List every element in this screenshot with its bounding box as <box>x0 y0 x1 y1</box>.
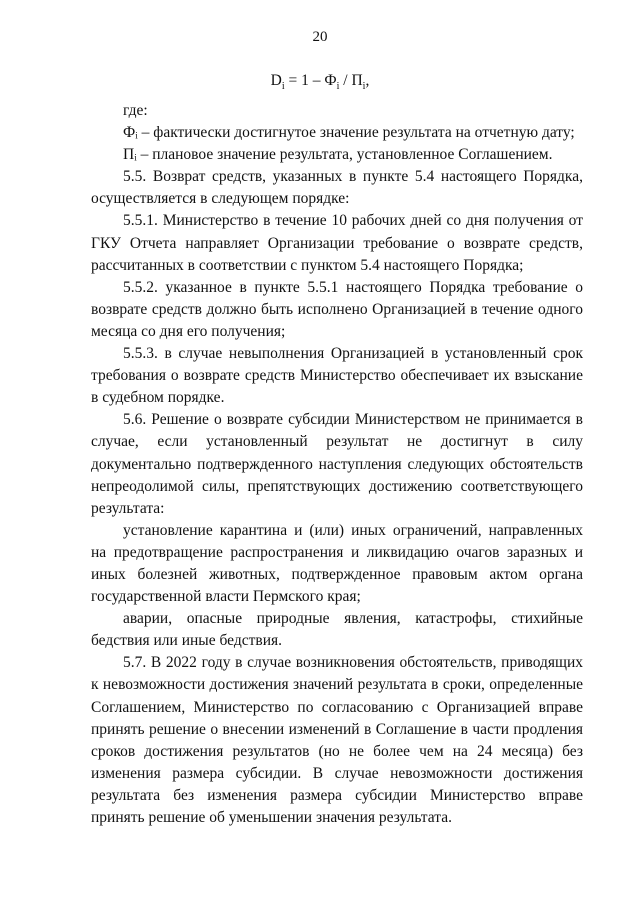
paragraph-5-5: 5.5. Возврат средств, указанных в пункте 5.4 настоящего Порядка, осуществляется в следующем порядке: <box>91 168 583 208</box>
formula-sub-3: i <box>362 81 366 93</box>
paragraph-quarantine: установление карантина и (или) иных ограничений, направленных на предотвращение распространения и ликвидацию очагов заразных и иных болезней животных, подтвержденное правовым актом органа государственной власти Пермского края; <box>91 521 583 606</box>
formula <box>0 72 640 92</box>
formula-slash: / П <box>339 72 363 89</box>
paragraph-fi-definition: Фᵢ – фактически достигнутое значение результата на отчетную дату; <box>123 124 575 142</box>
paragraph-5-5-1: 5.5.1. Министерство в течение 10 рабочих дней со дня получения от ГКУ Отчета направляет Организации требование о возврате средств, рассчитанных в соответствии с пунктом 5.4 настоящего Порядка; <box>91 212 583 274</box>
paragraph-5-7: 5.7. В 2022 году в случае возникновения обстоятельств, приводящих к невозможности достижения значений результата в сроки, определенные Соглашением, Министерство по согласованию с Организацией вправе принять решение о внесении изменений в Соглашение в части продления сроков достижения результатов (но не более чем на 24 месяца) без изменения размера субсидии. В случае невозможности достижения результата без изменения размера субсидии Министерство вправе принять решение об уменьшении значения результата. <box>91 654 583 826</box>
formula-sub-2: i <box>336 81 340 93</box>
formula-eq: = 1 – Ф <box>284 72 337 89</box>
paragraph-5-6: 5.6. Решение о возврате субсидии Министерством не принимается в случае, если установленный результат не достигнут в силу документально подтвержденного наступления следующих обстоятельств непреодолимой силы, препятствующих достижению соответствующего результата: <box>91 411 583 517</box>
formula-end: , <box>365 72 370 89</box>
paragraph-where: где: <box>123 102 148 119</box>
paragraph-5-5-3: 5.5.3. в случае невыполнения Организацией в установленный срок требования о возврате средств Министерство обеспечивает их взыскание в судебном порядке. <box>91 345 583 407</box>
formula-d: D <box>270 72 282 89</box>
page-number: 20 <box>312 29 328 45</box>
paragraph-5-5-2: 5.5.2. указанное в пункте 5.5.1 настоящего Порядка требование о возврате средств должно быть исполнено Организацией в течение одного месяца со дня его получения; <box>91 278 583 340</box>
document-body <box>91 100 583 829</box>
paragraph-accidents: аварии, опасные природные явления, катастрофы, стихийные бедствия или иные бедствия. <box>91 610 583 650</box>
paragraph-pi-definition: Пᵢ – плановое значение результата, установленное Соглашением. <box>123 146 553 164</box>
formula-sub-1: i <box>281 81 285 93</box>
